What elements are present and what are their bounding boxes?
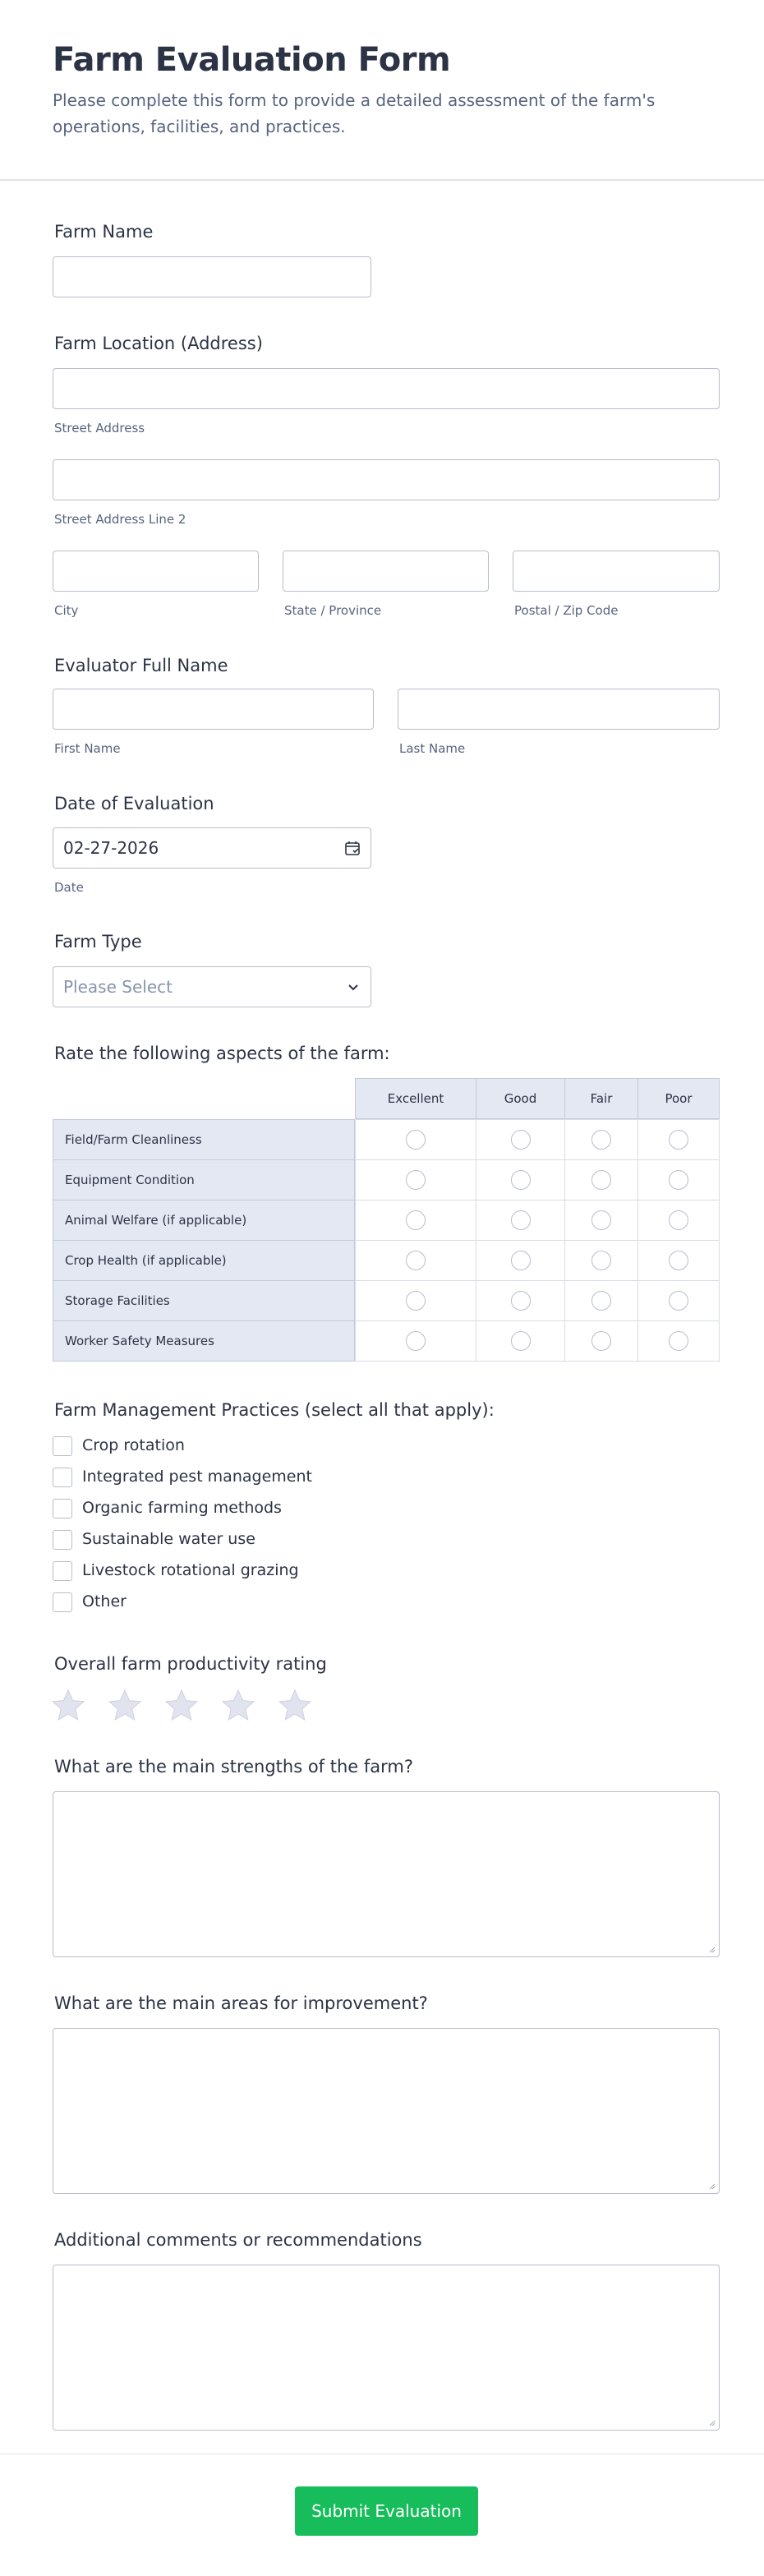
radio-button[interactable] bbox=[511, 1291, 531, 1311]
matrix-cell[interactable] bbox=[476, 1200, 565, 1241]
matrix-cell[interactable] bbox=[476, 1240, 565, 1281]
radio-button[interactable] bbox=[591, 1130, 611, 1150]
city-input[interactable] bbox=[53, 551, 259, 592]
improvements-textarea[interactable] bbox=[53, 2028, 720, 2194]
date-input[interactable] bbox=[53, 827, 371, 869]
radio-button[interactable] bbox=[669, 1130, 688, 1150]
checkbox-other[interactable] bbox=[53, 1592, 72, 1612]
city-sublabel: City bbox=[54, 603, 79, 618]
radio-button[interactable] bbox=[406, 1170, 426, 1190]
radio-button[interactable] bbox=[669, 1291, 688, 1311]
rating-matrix-label: Rate the following aspects of the farm: bbox=[54, 1044, 390, 1063]
radio-button[interactable] bbox=[406, 1251, 426, 1270]
matrix-col-poor: Poor bbox=[637, 1078, 720, 1119]
radio-button[interactable] bbox=[406, 1291, 426, 1311]
matrix-cell[interactable] bbox=[476, 1280, 565, 1321]
matrix-col-fair: Fair bbox=[564, 1078, 638, 1119]
first-name-sublabel: First Name bbox=[54, 741, 121, 756]
form-title: Farm Evaluation Form bbox=[53, 41, 451, 79]
checkbox-integrated-pest-management[interactable] bbox=[53, 1468, 72, 1487]
matrix-cell[interactable] bbox=[637, 1159, 720, 1200]
submit-button[interactable]: Submit Evaluation bbox=[295, 2486, 478, 2536]
checkbox-label[interactable]: Sustainable water use bbox=[82, 1530, 255, 1548]
zip-input[interactable] bbox=[513, 551, 720, 592]
radio-button[interactable] bbox=[591, 1291, 611, 1311]
form-header bbox=[0, 0, 764, 181]
matrix-row-label: Worker Safety Measures bbox=[53, 1320, 355, 1362]
checkbox-sustainable-water[interactable] bbox=[53, 1530, 72, 1550]
checkbox-label[interactable]: Organic farming methods bbox=[82, 1499, 282, 1517]
checkbox-label[interactable]: Other bbox=[82, 1592, 127, 1611]
matrix-cell[interactable] bbox=[355, 1240, 476, 1281]
evaluator-name-label: Evaluator Full Name bbox=[54, 656, 228, 675]
matrix-cell[interactable] bbox=[637, 1280, 720, 1321]
street-address-sublabel: Street Address bbox=[54, 421, 145, 435]
checkbox-crop-rotation[interactable] bbox=[53, 1436, 72, 1456]
star-icon-5[interactable] bbox=[277, 1688, 313, 1724]
matrix-cell[interactable] bbox=[476, 1320, 565, 1362]
matrix-cell[interactable] bbox=[637, 1240, 720, 1281]
last-name-input[interactable] bbox=[398, 689, 720, 730]
radio-button[interactable] bbox=[669, 1251, 688, 1270]
radio-button[interactable] bbox=[406, 1331, 426, 1351]
matrix-cell[interactable] bbox=[637, 1200, 720, 1241]
checkbox-label[interactable]: Crop rotation bbox=[82, 1436, 185, 1454]
radio-button[interactable] bbox=[511, 1331, 531, 1351]
radio-button[interactable] bbox=[591, 1331, 611, 1351]
radio-button[interactable] bbox=[511, 1251, 531, 1270]
matrix-col-good: Good bbox=[476, 1078, 565, 1119]
matrix-cell[interactable] bbox=[564, 1119, 638, 1160]
checkbox-label[interactable]: Integrated pest management bbox=[82, 1468, 312, 1486]
farm-type-placeholder: Please Select bbox=[63, 977, 173, 997]
farm-location-label: Farm Location (Address) bbox=[54, 334, 263, 353]
resize-grip-icon[interactable] bbox=[707, 1945, 716, 1953]
resize-grip-icon[interactable] bbox=[707, 2418, 716, 2426]
matrix-cell[interactable] bbox=[355, 1200, 476, 1241]
date-sublabel: Date bbox=[54, 880, 84, 895]
street-address-line2-sublabel: Street Address Line 2 bbox=[54, 512, 186, 527]
matrix-row-label: Equipment Condition bbox=[53, 1159, 355, 1200]
form-subtitle: Please complete this form to provide a detailed assessment of the farm's operations, facilities, and practices. bbox=[53, 90, 656, 136]
chevron-down-icon bbox=[346, 980, 361, 995]
star-icon-3[interactable] bbox=[163, 1688, 200, 1724]
checkbox-organic-farming[interactable] bbox=[53, 1499, 72, 1518]
comments-label: Additional comments or recommendations bbox=[54, 2230, 422, 2250]
matrix-cell[interactable] bbox=[355, 1280, 476, 1321]
matrix-cell[interactable] bbox=[564, 1280, 638, 1321]
improvements-label: What are the main areas for improvement? bbox=[54, 1993, 428, 2013]
radio-button[interactable] bbox=[406, 1210, 426, 1230]
matrix-cell[interactable] bbox=[564, 1200, 638, 1241]
radio-button[interactable] bbox=[511, 1130, 531, 1150]
farm-type-select[interactable] bbox=[53, 966, 371, 1007]
street-address-input[interactable] bbox=[53, 368, 720, 409]
matrix-cell[interactable] bbox=[637, 1320, 720, 1362]
matrix-cell[interactable] bbox=[637, 1119, 720, 1160]
matrix-cell[interactable] bbox=[564, 1240, 638, 1281]
matrix-cell[interactable] bbox=[476, 1119, 565, 1160]
farm-name-label: Farm Name bbox=[54, 222, 154, 242]
first-name-input[interactable] bbox=[53, 689, 374, 730]
star-icon-2[interactable] bbox=[107, 1688, 143, 1724]
resize-grip-icon[interactable] bbox=[707, 2182, 716, 2190]
productivity-label: Overall farm productivity rating bbox=[54, 1654, 327, 1674]
date-value: 02-27-2026 bbox=[63, 838, 159, 858]
matrix-cell[interactable] bbox=[564, 1320, 638, 1362]
checkbox-rotational-grazing[interactable] bbox=[53, 1561, 72, 1581]
radio-button[interactable] bbox=[591, 1251, 611, 1270]
radio-button[interactable] bbox=[406, 1130, 426, 1150]
star-icon-4[interactable] bbox=[220, 1688, 256, 1724]
matrix-row-label: Storage Facilities bbox=[53, 1280, 355, 1321]
radio-button[interactable] bbox=[511, 1170, 531, 1190]
practices-label: Farm Management Practices (select all that apply): bbox=[54, 1400, 495, 1420]
matrix-col-excellent: Excellent bbox=[355, 1078, 476, 1119]
state-input[interactable] bbox=[283, 551, 489, 592]
matrix-row-label: Animal Welfare (if applicable) bbox=[53, 1200, 355, 1241]
strengths-label: What are the main strengths of the farm? bbox=[54, 1757, 414, 1776]
matrix-row-label: Field/Farm Cleanliness bbox=[53, 1119, 355, 1160]
matrix-cell[interactable] bbox=[564, 1159, 638, 1200]
strengths-textarea[interactable] bbox=[53, 1791, 720, 1957]
matrix-cell[interactable] bbox=[355, 1320, 476, 1362]
state-sublabel: State / Province bbox=[284, 603, 382, 618]
zip-sublabel: Postal / Zip Code bbox=[514, 603, 619, 618]
matrix-cell[interactable] bbox=[355, 1119, 476, 1160]
farm-type-label: Farm Type bbox=[54, 932, 142, 952]
farm-name-input[interactable] bbox=[53, 256, 371, 297]
radio-button[interactable] bbox=[669, 1170, 688, 1190]
checkbox-label[interactable]: Livestock rotational grazing bbox=[82, 1561, 299, 1579]
matrix-cell[interactable] bbox=[476, 1159, 565, 1200]
radio-button[interactable] bbox=[669, 1210, 688, 1230]
matrix-row-label: Crop Health (if applicable) bbox=[53, 1240, 355, 1281]
last-name-sublabel: Last Name bbox=[399, 741, 466, 756]
radio-button[interactable] bbox=[591, 1210, 611, 1230]
radio-button[interactable] bbox=[591, 1170, 611, 1190]
star-icon-1[interactable] bbox=[50, 1688, 86, 1724]
street-address-line2-input[interactable] bbox=[53, 459, 720, 500]
date-label: Date of Evaluation bbox=[54, 794, 214, 813]
calendar-icon[interactable] bbox=[344, 840, 361, 856]
comments-textarea[interactable] bbox=[53, 2265, 720, 2431]
radio-button[interactable] bbox=[511, 1210, 531, 1230]
matrix-cell[interactable] bbox=[355, 1159, 476, 1200]
radio-button[interactable] bbox=[669, 1331, 688, 1351]
